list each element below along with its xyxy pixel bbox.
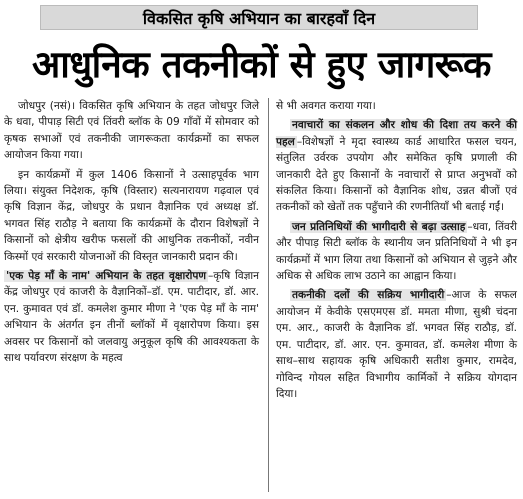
headline: आधुनिक तकनीकों से हुए जागरूक (32, 42, 491, 86)
subhead-plantation: 'एक पेड़ माँ के नाम' अभियान के तहत वृक्षारोपण (6, 270, 206, 283)
paragraph-technical-teams (276, 287, 517, 402)
subhead-representatives: जन प्रतिनिधियों की भागीदारी से बढ़ा उत्साह (292, 220, 466, 233)
subhead-innovations: नवाचारों का संकलन और शोध की दिशा तय करने की पहल (276, 119, 517, 148)
kicker-banner: विकसित कृषि अभियान का बारहवाँ दिन (40, 5, 478, 30)
paragraph-continued-text: से भी अवगत कराया गया। (276, 100, 376, 112)
paragraph-innovations-text: –विशेषज्ञों ने मृदा स्वास्थ्य कार्ड आधारित फसल चयन, संतुलित उर्वरक उपयोग और समेकित कृषि प्रणाली की जानकारी देते हुए किसानों के नवाचारों से प्राप्त अनुभवों को संकलित किया। किसानों को वैज्ञानिक शोध, उन्नत बीजों एवं तकनीकों को खेतों तक पहुँचाने की रणनीतियाँ भी बताई गईं। (276, 135, 517, 214)
paragraph-continued (276, 98, 517, 114)
paragraph-innovations (276, 117, 517, 215)
paragraph-intro-text: जोधपुर (नसं)। विकसित कृषि अभियान के तहत जोधपुर जिले के धवा, पीपाड़ सिटी एवं तिंवरी ब्लॉक के 09 गाँवों में सोमवार को कृषक सभाओं एवं तकनीकी जागरूकता कार्यक्रमों का सफल आयोजन किया गया। (4, 100, 259, 162)
paragraph-participants (4, 167, 259, 265)
paragraph-technical-teams-text: –आज के सफल आयोजन में केवीके एसएमएस डॉ. ममता मीणा, सुश्री चंदना एम. आर., काजरी के वैज्ञानिक डॉ. भगवत सिंह राठौड़, डॉ. एम. पाटीदार, डॉ. आर. एन. कुमावत, डॉ. कमलेश मीणा के साथ–साथ सहायक कृषि अधिकारी सतीश कुमार, रामदेव, गोविन्द गोयल सहित विभागीय कार्मिकों ने सक्रिय योगदान दिया। (276, 289, 517, 400)
article-column-1 (4, 98, 259, 367)
paragraph-plantation (4, 268, 259, 366)
paragraph-representatives (276, 219, 517, 285)
paragraph-plantation-text: –कृषि विज्ञान केंद्र जोधपुर एवं काजरी के वैज्ञानिकों–डॉ. एम. पाटीदार, डॉ. आर. एन. कुमावत एवं डॉ. कमलेश कुमार मीणा ने 'एक पेड़ माँ के नाम' अभियान के अंतर्गत इन तीनों ब्लॉकों में वृक्षारोपण किया। इस अवसर पर किसानों को जलवायु अनुकूल कृषि की आवश्यकता के साथ पर्यावरण संरक्षण के महत्व (4, 270, 259, 365)
column-divider (268, 98, 269, 492)
paragraph-representatives-text: –धवा, तिंवरी और पीपाड़ सिटी ब्लॉक के स्थानीय जन प्रतिनिधियों ने भी इन कार्यक्रमों में भाग लिया तथा किसानों को अभियान से जुड़ने और अधिक से अधिक लाभ उठाने का आह्वान किया। (276, 220, 517, 283)
subhead-technical-teams: तकनीकी दलों की सक्रिय भागीदारी (292, 289, 445, 302)
article-column-2 (276, 98, 517, 402)
paragraph-intro (4, 98, 259, 164)
paragraph-participants-text: इन कार्यक्रमों में कुल 1406 किसानों ने उत्साहपूर्वक भाग लिया। संयुक्त निदेशक, कृषि (विस्तार) सत्यनारायण गढ़वाल एवं कृषि विज्ञान केंद्र, जोधपुर के प्रधान वैज्ञानिक एवं अध्यक्ष डॉ. भगवत सिंह राठौड़ ने बताया कि कार्यक्रमों के दौरान विशेषज्ञों ने किसानों को क्षेत्रीय खरीफ फसलों की आधुनिक तकनीकों, नवीन किस्मों एवं सरकारी योजनाओं की विस्तृत जानकारी प्रदान की। (4, 168, 259, 263)
